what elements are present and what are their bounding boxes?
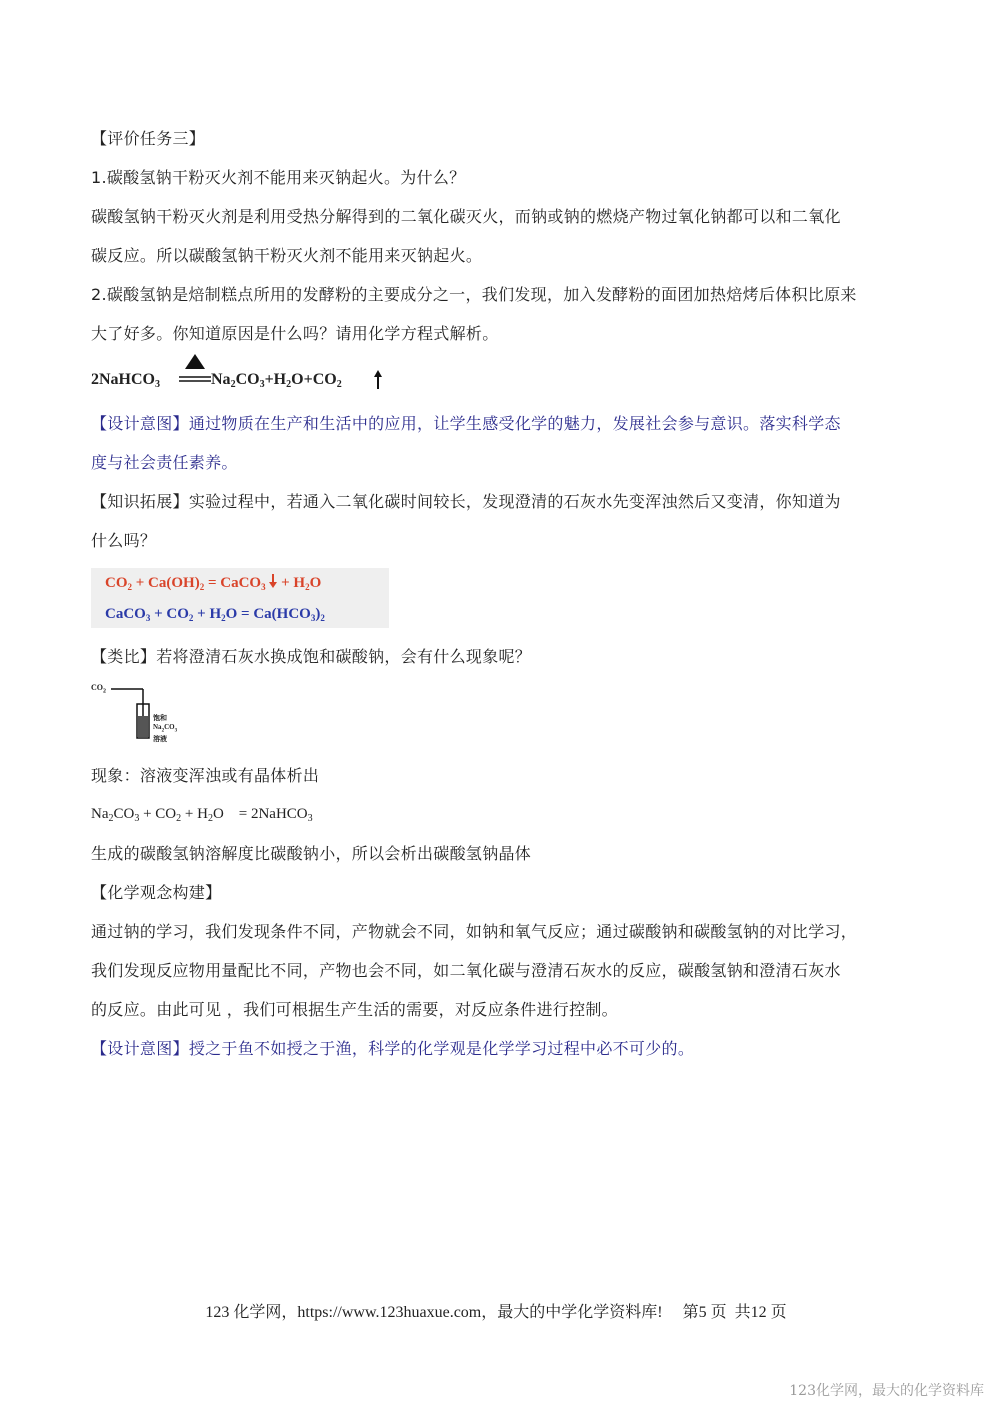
q2-line1: 2.碳酸氢钠是焙制糕点所用的发酵粉的主要成分之一，我们发现，加入发酵粉的面团加热焙烤后体积比原来 — [91, 285, 857, 304]
design-intent-tag: 【设计意图】 — [91, 414, 189, 433]
watermark: 123化学网，最大的化学资料库 — [789, 1383, 984, 1399]
phenomenon-line: 现象：溶液变浑浊或有晶体析出 — [91, 766, 320, 785]
eq1-reactant: 2NaHCO$_3$ — [91, 371, 160, 390]
concept-heading: 【化学观念构建】 — [91, 883, 222, 902]
section-heading: 【评价任务三】 — [91, 129, 206, 148]
apparatus-formula: $Na_2CO_3$ — [153, 723, 178, 734]
design-intent-1-line1: 【设计意图】通过物质在生产和生活中的应用，让学生感受化学的魅力，发展社会参与意识。落实科学态 — [91, 414, 841, 433]
carbonate-to-bicarbonate-equation: $Na_2CO_3 + CO_2 + H_2O$ = 2NaHCO$_3$ — [91, 806, 313, 824]
concept-line1: 通过钠的学习，我们发现条件不同，产物就会不同，如钠和氧气反应；通过碳酸钠和碳酸氢钠的对比学习， — [91, 922, 858, 941]
concept-line3: 的反应。由此可见 ，我们可根据生产生活的需要，对反应条件进行控制。 — [91, 1000, 618, 1019]
knowledge-ext-line1: 【知识拓展】实验过程中，若通入二氧化碳时间较长，发现澄清的石灰水先变浑浊然后又变清，你知道为 — [91, 492, 841, 511]
eq1-products: $Na_2CO_3+H_2O+CO_2$ — [211, 371, 342, 390]
design-intent-1-line2: 度与社会责任素养。 — [91, 453, 238, 472]
apparatus-diagram — [91, 680, 201, 750]
gas-up-arrow-icon — [373, 370, 383, 390]
gas-tube-icon — [91, 680, 161, 750]
lime-water-equations-box — [91, 568, 389, 628]
q1-question: 1.碳酸氢钠干粉灭火剂不能用来灭钠起火。为什么？ — [91, 168, 466, 187]
q1-answer-line1: 碳酸氢钠干粉灭火剂是利用受热分解得到的二氧化碳灭火，而钠或钠的燃烧产物过氧化钠都可以和二氧化 — [91, 207, 841, 226]
heat-triangle-icon — [177, 352, 213, 392]
analogy-line: 【类比】若将澄清石灰水换成饱和碳酸钠，会有什么现象呢？ — [91, 647, 532, 666]
decomposition-equation — [91, 352, 411, 396]
conclusion-line: 生成的碳酸氢钠溶解度比碳酸钠小，所以会析出碳酸氢钠晶体 — [91, 844, 532, 863]
apparatus-gas-label: $CO_2$ — [91, 683, 106, 695]
lime-water-equation: $CO_2 + Ca(OH)_2$ = CaCO$_3$ + $H_2O$ — [105, 575, 322, 592]
q2-line2: 大了好多。你知道原因是什么吗？请用化学方程式解析。 — [91, 324, 499, 343]
q1-answer-line2: 碳反应。所以碳酸氢钠干粉灭火剂不能用来灭钠起火。 — [91, 246, 483, 265]
apparatus-solution-label: 饱和 $Na_2CO_3$ 溶液 — [153, 714, 178, 744]
page-footer: 123 化学网，https://www.123huaxue.com，最大的中学化学资料库! 第5 页 共12 页 — [205, 1304, 787, 1321]
design-intent-2-line: 【设计意图】授之于鱼不如授之于渔，科学的化学观是化学学习过程中必不可少的。 — [91, 1039, 695, 1058]
knowledge-ext-tag: 【知识拓展】 — [91, 492, 189, 511]
bicarbonate-equation: CaCO$_3$ + $CO_2 + H_2O = Ca(HCO_3)_2$ — [105, 606, 325, 623]
concept-line2: 我们发现反应物用量配比不同，产物也会不同，如二氧化碳与澄清石灰水的反应，碳酸氢钠和澄清石灰水 — [91, 961, 841, 980]
design-intent-2-tag: 【设计意图】 — [91, 1039, 189, 1058]
knowledge-ext-line2: 什么吗？ — [91, 531, 157, 550]
analogy-tag: 【类比】 — [91, 647, 157, 666]
